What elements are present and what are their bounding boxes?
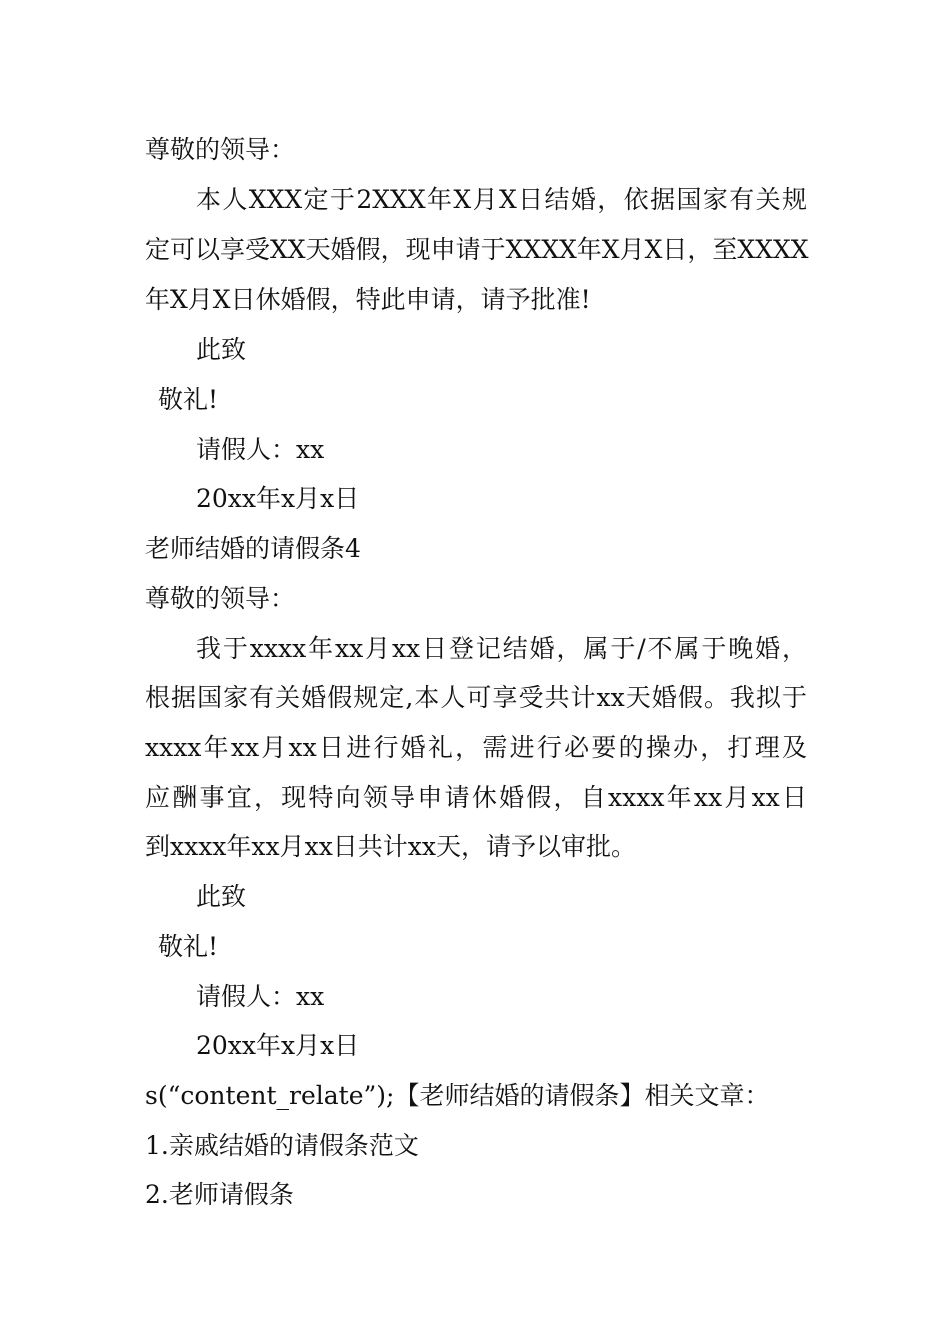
- letter4-closing: 此致: [196, 882, 247, 911]
- letter4-applicant: 请假人：xx: [196, 982, 325, 1011]
- letter3-date: 20xx年x月x日: [196, 484, 360, 513]
- letter3-body-line-3: 年X月X日休婚假，特此申请，请予批准!: [145, 285, 591, 314]
- letter4-body-line-3: xxxx年xx月xx日进行婚礼，需进行必要的操办，打理及: [145, 733, 807, 762]
- letter4-date: 20xx年x月x日: [196, 1031, 360, 1060]
- letter4-regards: 敬礼!: [158, 932, 219, 961]
- letter4-body-line-2: 根据国家有关婚假规定,本人可享受共计xx天婚假。我拟于: [145, 683, 807, 712]
- letter3-regards: 敬礼!: [158, 385, 219, 414]
- letter4-heading: 老师结婚的请假条4: [145, 534, 361, 563]
- letter3-closing: 此致: [196, 335, 247, 364]
- letter4-body-line-4: 应酬事宜，现特向领导申请休婚假，自xxxx年xx月xx日: [145, 783, 807, 812]
- letter3-body-line-1: 本人XXX定于2XXX年X月X日结婚，依据国家有关规: [196, 185, 807, 214]
- letter3-applicant: 请假人：xx: [196, 435, 325, 464]
- letter4-body-line-5: 到xxxx年xx月xx日共计xx天，请予以审批。: [145, 832, 636, 861]
- related-article-link-1[interactable]: 1.亲戚结婚的请假条范文: [145, 1131, 419, 1160]
- letter3-salutation: 尊敬的领导：: [145, 135, 296, 164]
- letter4-salutation: 尊敬的领导：: [145, 584, 296, 613]
- letter3-body-line-2: 定可以享受XX天婚假，现申请于XXXX年X月X日，至XXXX: [145, 235, 809, 264]
- related-articles-header: s(“content_relate”);【老师结婚的请假条】相关文章：: [145, 1081, 770, 1110]
- related-article-link-2[interactable]: 2.老师请假条: [145, 1180, 294, 1209]
- letter4-body-line-1: 我于xxxx年xx月xx日登记结婚，属于/不属于晚婚，: [196, 634, 807, 663]
